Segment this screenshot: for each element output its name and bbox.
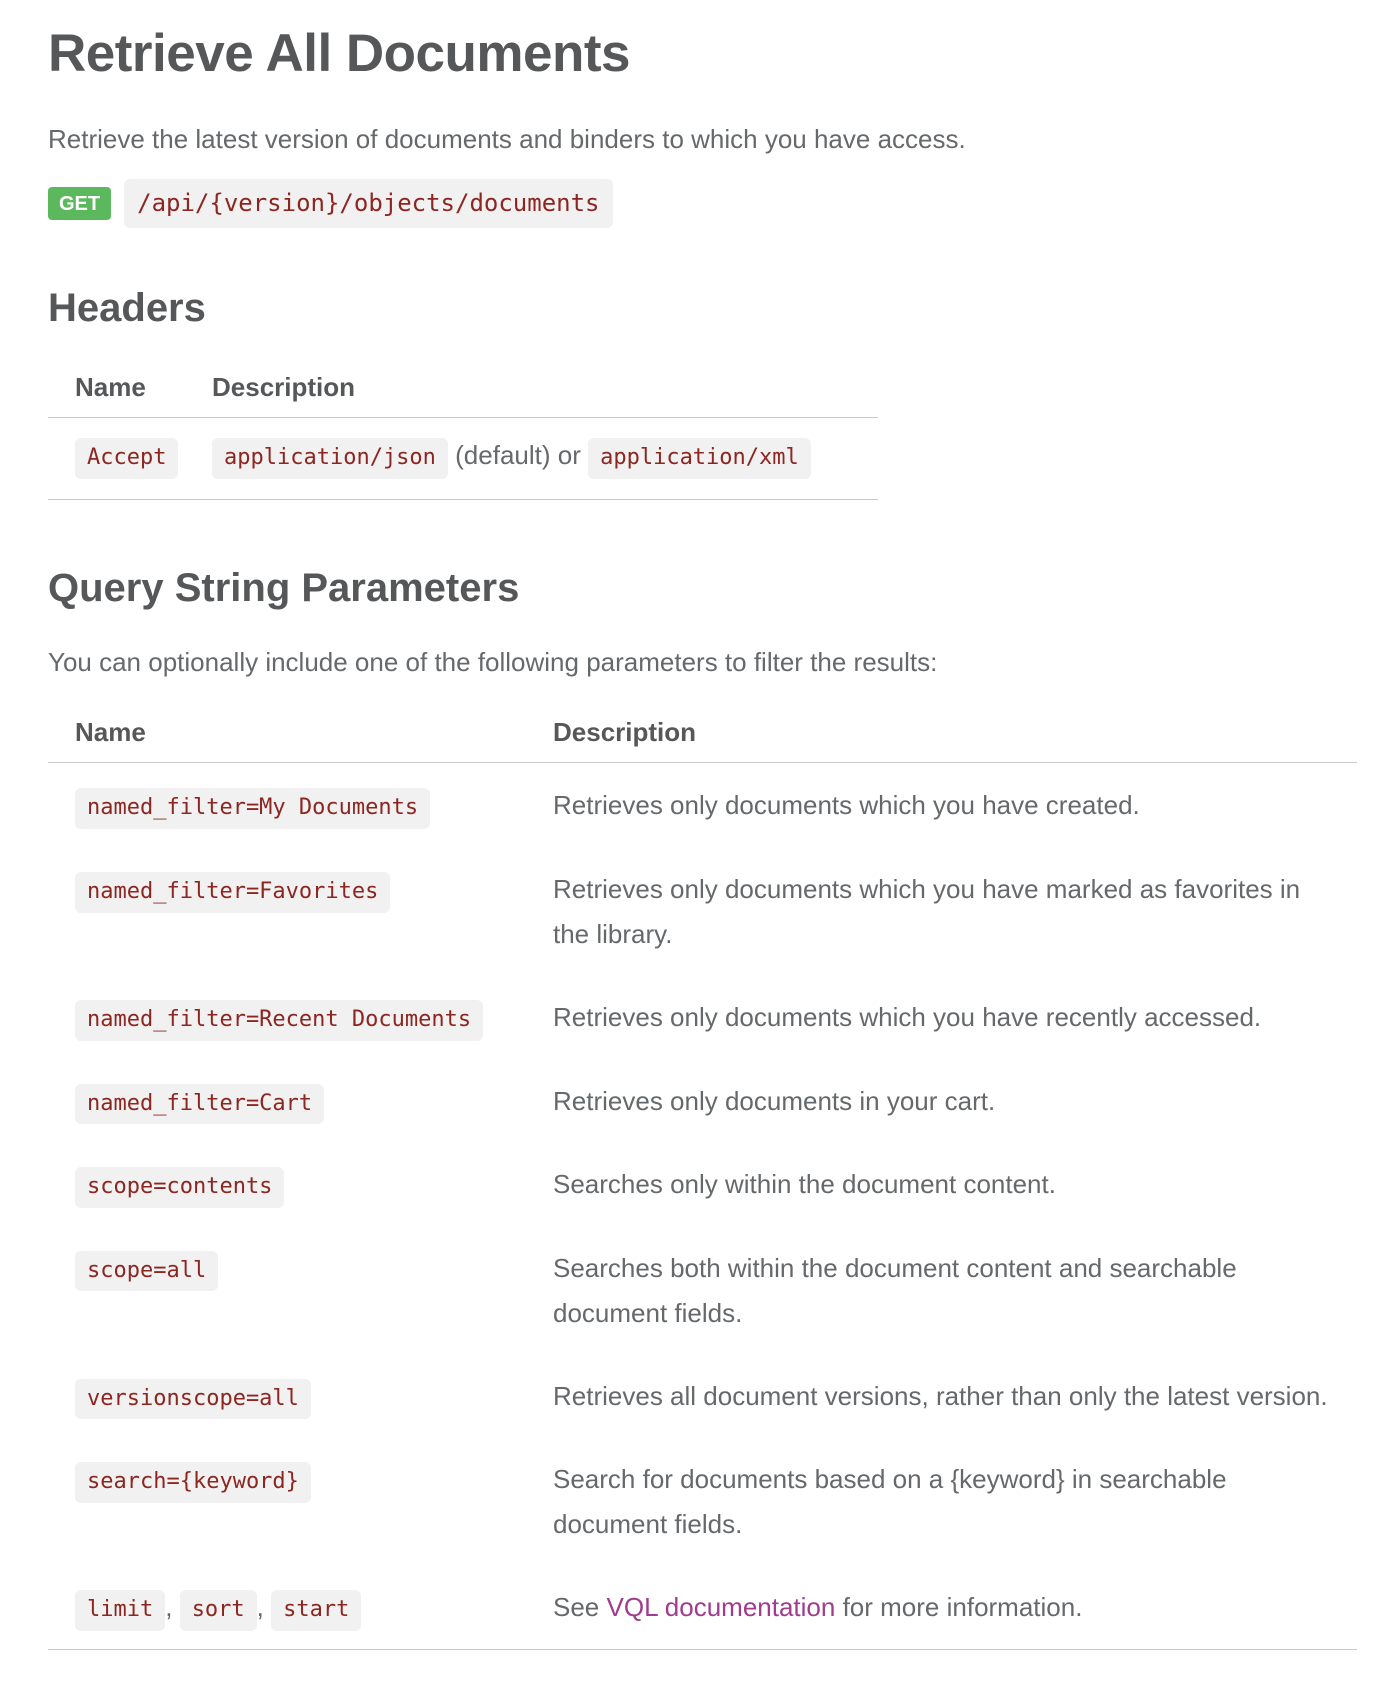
param-code: versionscope=all (75, 1379, 311, 1420)
query-params-section-heading: Query String Parameters (48, 565, 520, 610)
param-name-cell (48, 1565, 553, 1649)
column-header-description: Description (553, 699, 1357, 763)
param-description: Searches both within the document content and searchable document fields. (553, 1252, 1237, 1328)
header-description-cell (212, 417, 878, 499)
param-code: named_filter=Favorites (75, 872, 390, 913)
param-description: Retrieves only documents which you have marked as favorites in the library. (553, 873, 1301, 949)
headers-table-header-row (48, 354, 878, 418)
header-name-code: Accept (75, 438, 178, 479)
accept-middle-text: (default) or (447, 439, 589, 470)
endpoint (48, 179, 1357, 228)
param-code: named_filter=Cart (75, 1084, 324, 1125)
description-prefix: See (553, 1592, 607, 1623)
param-name-cell (48, 1059, 553, 1143)
param-name-cell (48, 1226, 553, 1354)
table-row (48, 1437, 1357, 1565)
param-code: scope=all (75, 1251, 218, 1292)
table-row (48, 1142, 1357, 1226)
accept-xml-code: application/xml (588, 438, 811, 479)
endpoint-path-code: /api/{version}/objects/documents (124, 179, 612, 228)
table-row (48, 847, 1357, 975)
param-code: sort (180, 1590, 257, 1631)
param-name-cell (48, 763, 553, 847)
table-row-accept (48, 417, 878, 499)
code-separator: , (165, 1592, 180, 1623)
column-header-name: Name (48, 699, 553, 763)
param-code: named_filter=My Documents (75, 788, 430, 829)
param-name-cell (48, 1437, 553, 1565)
page-intro-text: Retrieve the latest version of documents and binders to which you have access. (48, 123, 966, 154)
code-separator: , (256, 1592, 272, 1623)
query-params-table (48, 699, 1357, 1650)
param-code: search={keyword} (75, 1462, 311, 1503)
table-row (48, 763, 1357, 847)
query-params-header-row (48, 699, 1357, 763)
column-header-name: Name (48, 354, 212, 418)
param-code: named_filter=Recent Documents (75, 1000, 483, 1041)
param-description: Retrieves only documents in your cart. (553, 1085, 996, 1116)
param-description: Searches only within the document content. (553, 1169, 1056, 1200)
table-row (48, 1354, 1357, 1438)
column-header-description: Description (212, 354, 878, 418)
param-name-cell (48, 847, 553, 975)
param-description: Retrieves only documents which you have created. (553, 790, 1140, 821)
table-row (48, 975, 1357, 1059)
table-row (48, 1565, 1357, 1649)
param-code: scope=contents (75, 1167, 284, 1208)
headers-section-heading: Headers (48, 285, 206, 330)
param-description (553, 1565, 1357, 1649)
table-row (48, 1059, 1357, 1143)
param-name-cell (48, 975, 553, 1059)
param-description: Retrieves only documents which you have recently accessed. (553, 1001, 1262, 1032)
param-name-cell (48, 1142, 553, 1226)
http-method-badge: GET (48, 187, 111, 220)
accept-json-code: application/json (212, 438, 448, 479)
header-name-cell (48, 417, 212, 499)
param-code: start (271, 1590, 361, 1631)
query-params-intro-text: You can optionally include one of the following parameters to filter the results: (48, 646, 938, 677)
vql-documentation-link[interactable]: VQL documentation (606, 1592, 836, 1623)
param-description: Search for documents based on a {keyword} in searchable document fields. (553, 1464, 1227, 1540)
description-suffix: for more information. (835, 1592, 1083, 1623)
page-title: Retrieve All Documents (48, 24, 630, 83)
param-name-cell (48, 1354, 553, 1438)
param-description: Retrieves all document versions, rather than only the latest version. (553, 1380, 1328, 1411)
table-row (48, 1226, 1357, 1354)
headers-table (48, 354, 878, 500)
api-doc-page (48, 24, 1357, 1650)
param-code: limit (75, 1590, 165, 1631)
